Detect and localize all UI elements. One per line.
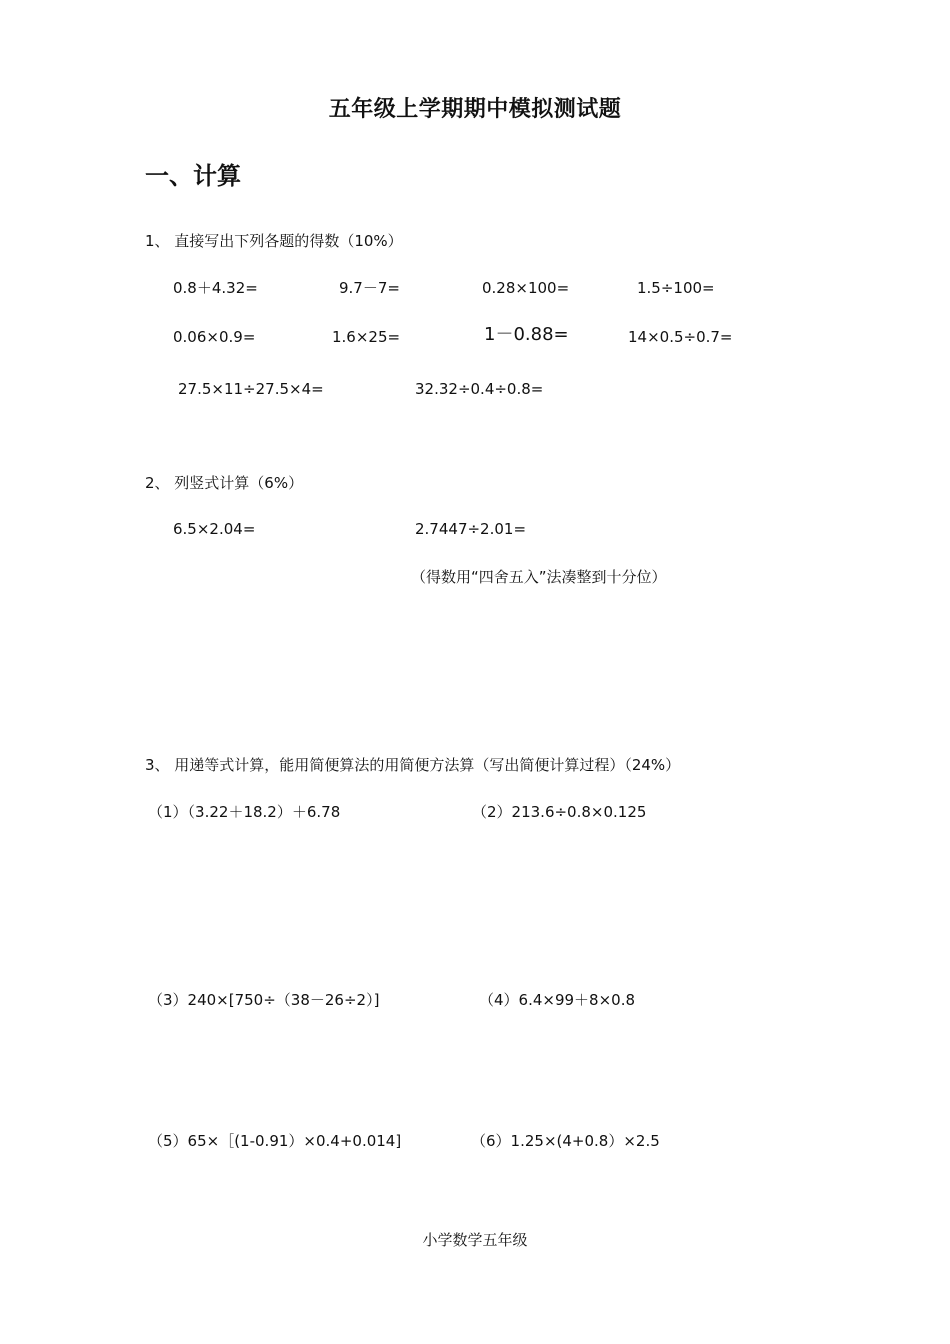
page-footer: 小学数学五年级 — [422, 1231, 528, 1249]
q2-item: 2.7447÷2.01= — [415, 520, 527, 538]
q3-item: （5）65×［(1-0.91）×0.4+0.014] — [148, 1132, 402, 1150]
q1-item: 0.28×100= — [482, 279, 570, 297]
q1-item: 1－0.88= — [484, 324, 569, 345]
q1-item: 1.6×25= — [332, 328, 401, 346]
q1-item: 0.8＋4.32= — [173, 279, 258, 297]
question-1-heading: 1、 直接写出下列各题的得数（10%） — [145, 232, 403, 250]
q1-item: 0.06×0.9= — [173, 328, 256, 346]
q1-item: 32.32÷0.4÷0.8= — [415, 380, 544, 398]
q2-note: （得数用“四舍五入”法凑整到十分位） — [411, 568, 667, 586]
q1-item: 9.7－7= — [339, 279, 400, 297]
page-title: 五年级上学期期中模拟测试题 — [328, 97, 622, 122]
question-2-heading: 2、 列竖式计算（6%） — [145, 474, 304, 492]
q3-item: （6）1.25×(4+0.8）×2.5 — [471, 1132, 660, 1150]
q3-item: （2）213.6÷0.8×0.125 — [472, 803, 647, 821]
q2-item: 6.5×2.04= — [173, 520, 256, 538]
section-heading-calculation: 一、计算 — [145, 162, 241, 190]
q3-item: （4）6.4×99＋8×0.8 — [479, 991, 636, 1009]
q1-item: 14×0.5÷0.7= — [628, 328, 733, 346]
q3-item: （3）240×[750÷（38－26÷2）] — [148, 991, 380, 1009]
question-3-heading: 3、 用递等式计算，能用简便算法的用简便方法算（写出简便计算过程）（24%） — [145, 756, 681, 774]
q1-item: 27.5×11÷27.5×4= — [178, 380, 324, 398]
q1-item: 1.5÷100= — [637, 279, 715, 297]
q3-item: （1）（3.22＋18.2）＋6.78 — [148, 803, 341, 821]
